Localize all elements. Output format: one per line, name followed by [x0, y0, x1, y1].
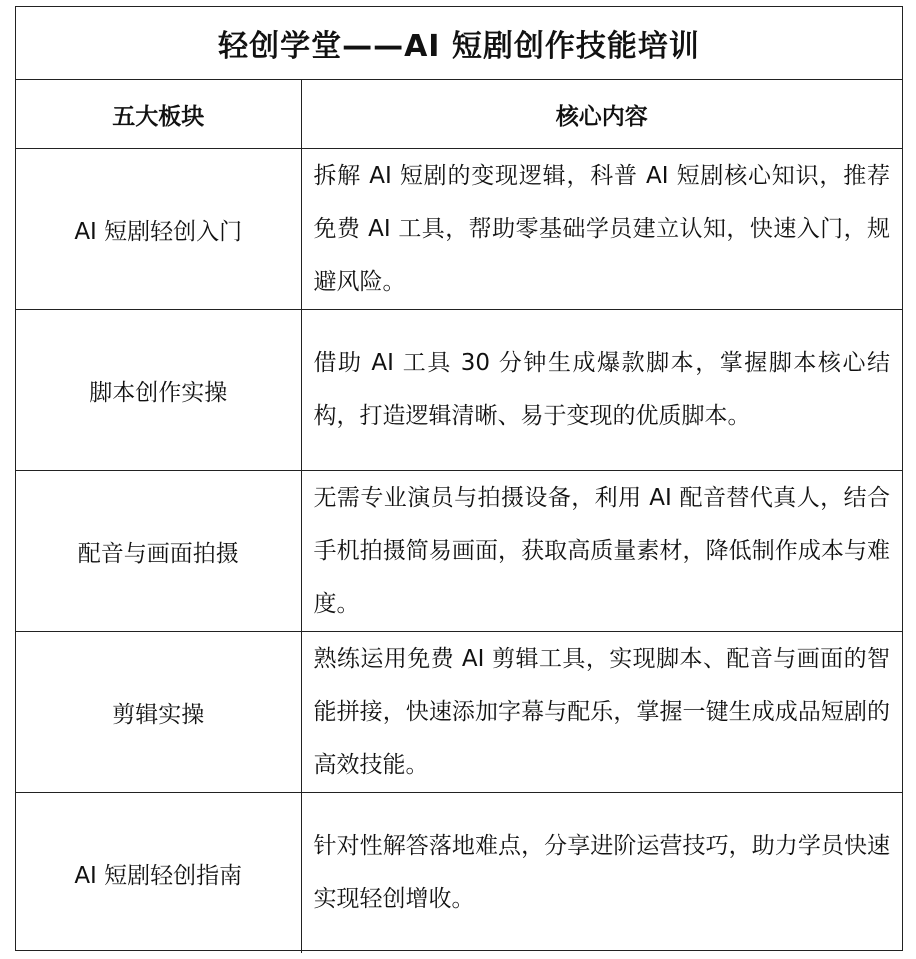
content-cell: 借助 AI 工具 30 分钟生成爆款脚本，掌握脚本核心结构，打造逻辑清晰、易于变现的优质脚本。	[301, 310, 902, 471]
content-cell: 熟练运用免费 AI 剪辑工具，实现脚本、配音与画面的智能拼接，快速添加字幕与配乐，掌握一键生成成品短剧的高效技能。	[301, 632, 902, 793]
module-cell: AI 短剧轻创入门	[16, 149, 301, 310]
content-cell: 针对性解答落地难点，分享进阶运营技巧，助力学员快速实现轻创增收。	[301, 793, 902, 954]
module-cell: 剪辑实操	[16, 632, 301, 793]
header-content: 核心内容	[301, 80, 902, 149]
content-cell: 无需专业演员与拍摄设备，利用 AI 配音替代真人，结合手机拍摄简易画面，获取高质量素材，降低制作成本与难度。	[301, 471, 902, 632]
table-row	[16, 471, 902, 632]
content-cell: 拆解 AI 短剧的变现逻辑，科普 AI 短剧核心知识，推荐免费 AI 工具，帮助零基础学员建立认知，快速入门，规避风险。	[301, 149, 902, 310]
table-title: 轻创学堂——AI 短剧创作技能培训	[16, 7, 902, 80]
module-cell: 配音与画面拍摄	[16, 471, 301, 632]
table-row	[16, 310, 902, 471]
table-row	[16, 793, 902, 954]
header-module: 五大板块	[16, 80, 301, 149]
header-row	[16, 80, 902, 149]
training-table	[16, 7, 902, 953]
training-table-frame	[15, 6, 903, 951]
title-row	[16, 7, 902, 80]
table-row	[16, 632, 902, 793]
module-cell: AI 短剧轻创指南	[16, 793, 301, 954]
table-row	[16, 149, 902, 310]
module-cell: 脚本创作实操	[16, 310, 301, 471]
